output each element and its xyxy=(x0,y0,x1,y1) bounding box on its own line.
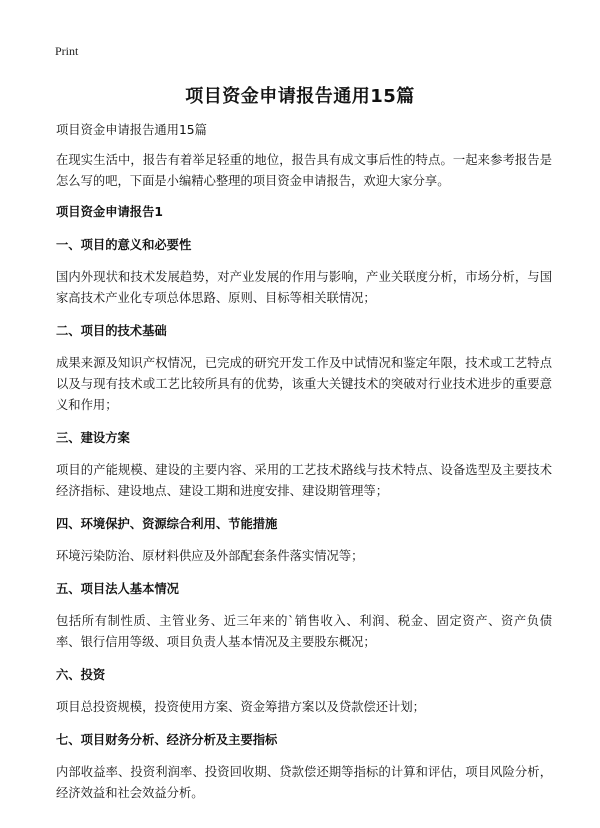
document-body xyxy=(56,120,552,814)
section-heading-2: 二、项目的技术基础 xyxy=(56,324,167,338)
section-body-4: 环境污染防治、原材料供应及外部配套条件落实情况等； xyxy=(56,549,364,563)
print-link[interactable]: Print xyxy=(55,44,79,58)
section-body-6: 项目总投资规模，投资使用方案、资金筹措方案以及贷款偿还计划； xyxy=(56,700,425,714)
intro-paragraph: 在现实生活中，报告有着举足轻重的地位，报告具有成文事后性的特点。一起来参考报告是怎么写的吧，下面是小编精心整理的项目资金申请报告，欢迎大家分享。 xyxy=(56,153,552,188)
section-body-3: 项目的产能规模、建设的主要内容、采用的工艺技术路线与技术特点、设备选型及主要技术经济指标、建设地点、建设工期和进度安排、建设期管理等； xyxy=(56,463,552,498)
section-heading-6: 六、投资 xyxy=(56,668,106,682)
section-body-1: 国内外现状和技术发展趋势，对产业发展的作用与影响，产业关联度分析，市场分析，与国家高技术产业化专项总体思路、原则、目标等相关联情况； xyxy=(56,270,552,305)
section-body-5: 包括所有制性质、主管业务、近三年来的`销售收入、利润、税金、固定资产、资产负债率、银行信用等级、项目负责人基本情况及主要股东概况； xyxy=(56,614,552,649)
section-heading-3: 三、建设方案 xyxy=(56,431,130,445)
section-heading-1: 一、项目的意义和必要性 xyxy=(56,238,192,252)
document-title: 项目资金申请报告通用15篇 xyxy=(185,86,415,107)
section-body-2: 成果来源及知识产权情况，已完成的研究开发工作及中试情况和鉴定年限，技术或工艺特点以及与现有技术或工艺比较所具有的优势，该重大关键技术的突破对行业技术进步的重要意义和作用； xyxy=(56,356,552,412)
section-heading-7: 七、项目财务分析、经济分析及主要指标 xyxy=(56,733,278,747)
section-heading-5: 五、项目法人基本情况 xyxy=(56,582,179,596)
section-heading-4: 四、环境保护、资源综合利用、节能措施 xyxy=(56,517,278,531)
section-body-7: 内部收益率、投资利润率、投资回收期、贷款偿还期等指标的计算和评估，项目风险分析，经济效益和社会效益分析。 xyxy=(56,765,552,800)
report-heading: 项目资金申请报告1 xyxy=(56,205,163,219)
document-subtitle: 项目资金申请报告通用15篇 xyxy=(56,123,207,137)
